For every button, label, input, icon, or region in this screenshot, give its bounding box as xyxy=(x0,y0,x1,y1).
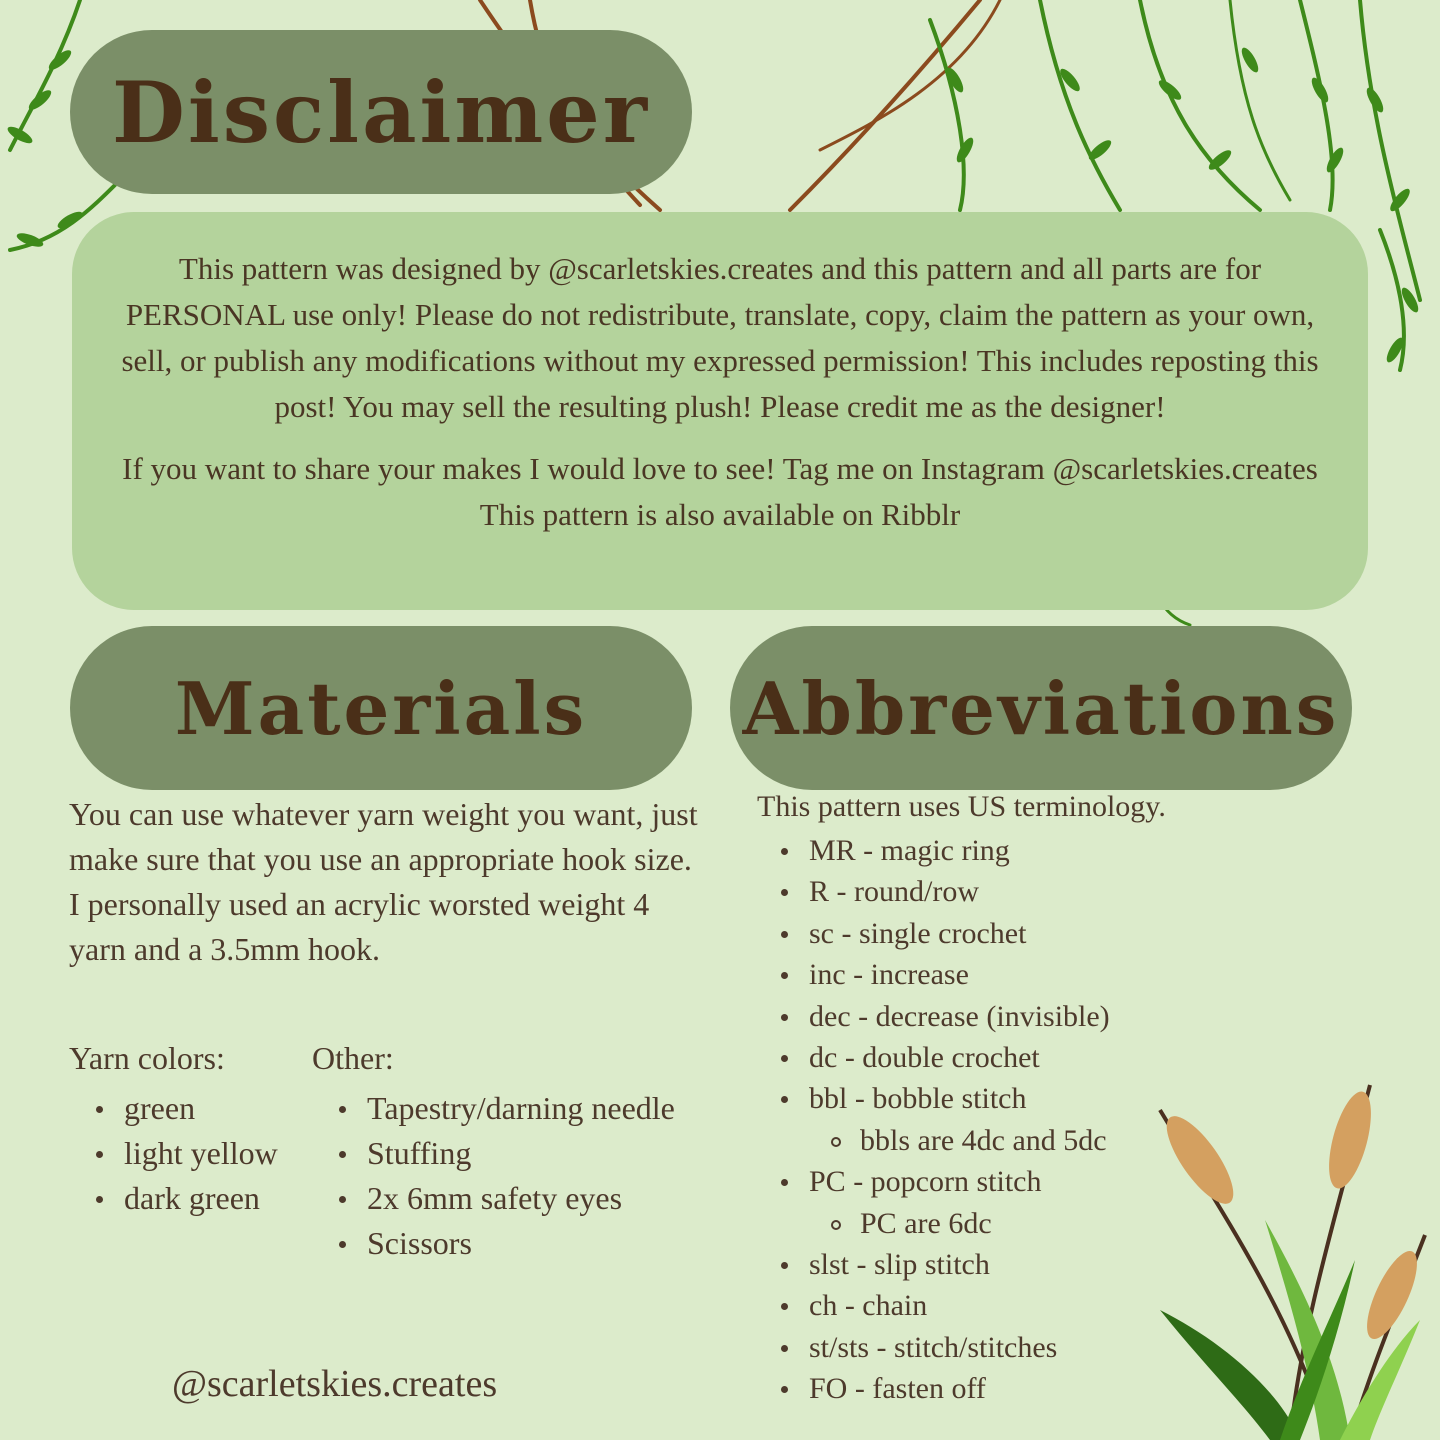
list-item: dec - decrease (invisible) xyxy=(757,996,1110,1037)
list-item: MR - magic ring xyxy=(757,830,1110,871)
other-materials-list xyxy=(312,1086,675,1266)
abbreviations-list xyxy=(757,830,1110,1409)
sub-list-item: bbls are 4dc and 5dc xyxy=(757,1120,1110,1161)
abbreviations-intro: This pattern uses US terminology. xyxy=(757,790,1166,823)
yarn-colors-heading: Yarn colors: xyxy=(69,1040,225,1076)
other-heading: Other: xyxy=(312,1040,394,1076)
materials-heading: Materials xyxy=(70,626,692,790)
list-item: bbl - bobble stitch xyxy=(757,1078,1110,1119)
list-item: Tapestry/darning needle xyxy=(312,1086,675,1131)
disclaimer-paragraph-1: This pattern was designed by @scarletskies.creates and this pattern and all parts are for PERSONAL use only! Please do not redistribute, translate, copy, claim the pattern as your own, sell, or publish any modifications without my expressed permission! This includes reposting this post! You may sell the resulting plush! Please credit me as the designer! xyxy=(121,251,1319,424)
list-item: st/sts - stitch/stitches xyxy=(757,1327,1110,1368)
instagram-handle: @scarletskies.creates xyxy=(172,1363,498,1405)
yarn-colors-list xyxy=(69,1086,278,1221)
list-item: light yellow xyxy=(69,1131,278,1176)
list-item: inc - increase xyxy=(757,954,1110,995)
list-item: dc - double crochet xyxy=(757,1037,1110,1078)
list-item: slst - slip stitch xyxy=(757,1244,1110,1285)
disclaimer-panel xyxy=(72,212,1368,610)
abbreviations-heading: Abbreviations xyxy=(730,626,1352,790)
disclaimer-paragraph-2: If you want to share your makes I would love to see! Tag me on Instagram @scarletskies.creates This pattern is also available on Ribblr xyxy=(122,451,1318,532)
cattails xyxy=(1155,1085,1426,1440)
list-item: Scissors xyxy=(312,1221,675,1266)
list-item: FO - fasten off xyxy=(757,1368,1110,1409)
list-item: green xyxy=(69,1086,278,1131)
list-item: Stuffing xyxy=(312,1131,675,1176)
list-item: PC - popcorn stitch xyxy=(757,1161,1110,1202)
materials-description: You can use whatever yarn weight you want, just make sure that you use an appropriate hook size. I personally used an acrylic worsted weight 4 yarn and a 3.5mm hook. xyxy=(69,796,698,967)
list-item: ch - chain xyxy=(757,1285,1110,1326)
list-item: 2x 6mm safety eyes xyxy=(312,1176,675,1221)
list-item: sc - single crochet xyxy=(757,913,1110,954)
list-item: R - round/row xyxy=(757,871,1110,912)
list-item: dark green xyxy=(69,1176,278,1221)
sub-list-item: PC are 6dc xyxy=(757,1203,1110,1244)
disclaimer-heading: Disclaimer xyxy=(70,30,692,194)
